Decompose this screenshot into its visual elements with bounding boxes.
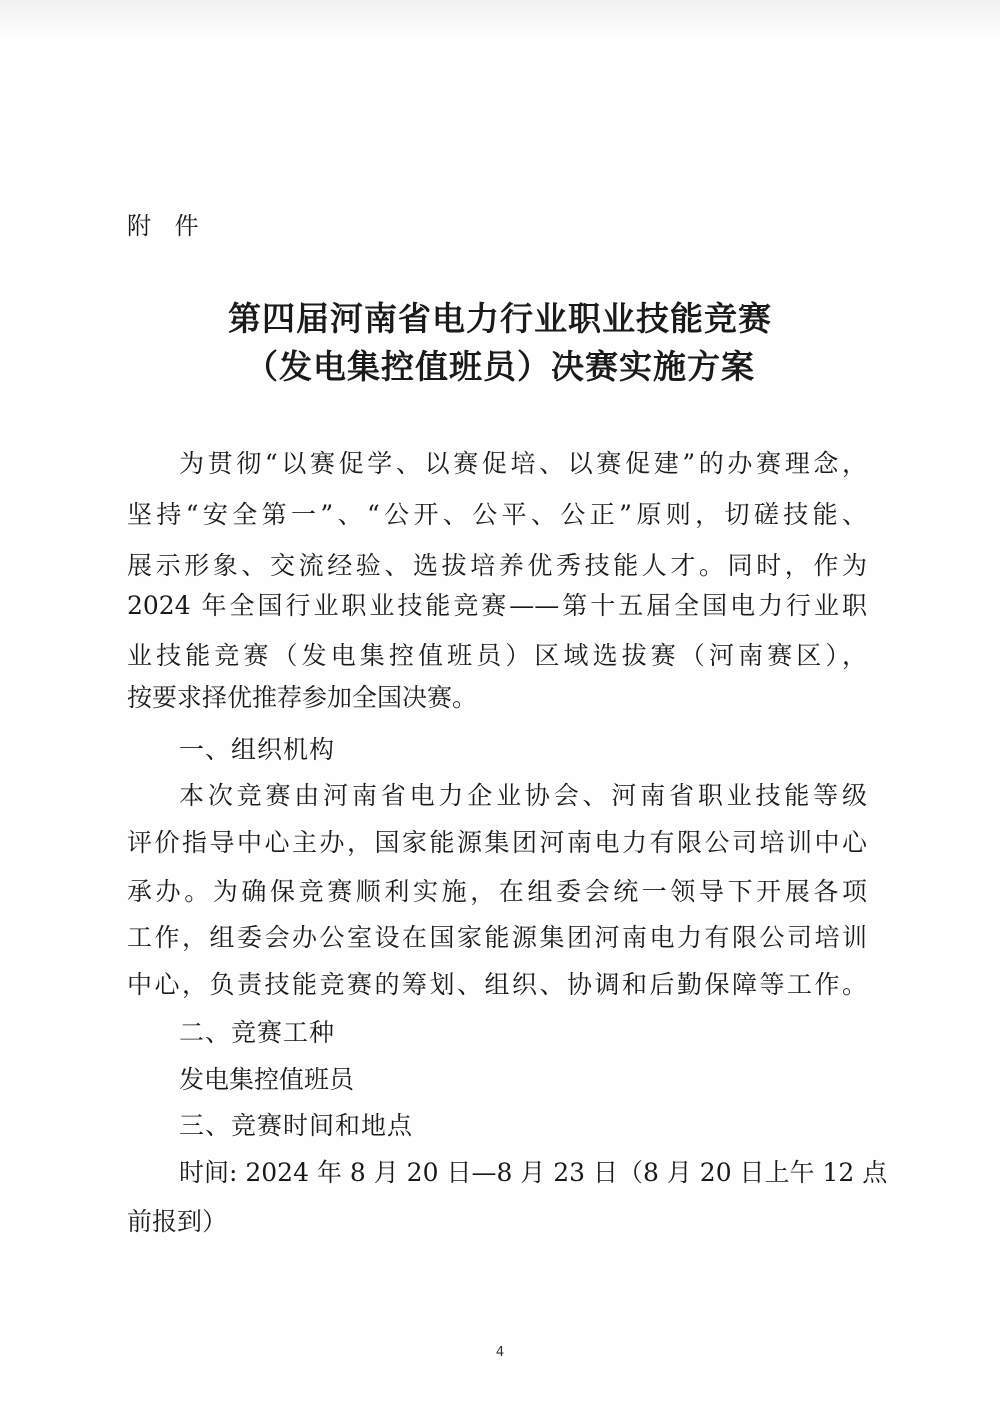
intro-line: 业技能竞赛（发电集控值班员）区域选拔赛（河南赛区）， [127,641,867,670]
section-heading-competition-type: 二、竞赛工种 [179,1018,336,1047]
section3-line: 前报到） [127,1207,228,1236]
intro-line: 坚持“安全第一”、“公开、公平、公正”原则，切磋技能、 [127,500,867,529]
intro-line: 2024 年全国行业职业技能竞赛——第十五届全国电力行业职 [127,591,867,620]
section1-line: 评价指导中心主办，国家能源集团河南电力有限公司培训中心 [127,828,867,857]
section-heading-organization: 一、组织机构 [179,735,336,764]
intro-line: 按要求择优推荐参加全国决赛。 [127,683,478,712]
attachment-label: 附 件 [127,212,207,240]
section1-line: 工作，组委会办公室设在国家能源集团河南电力有限公司培训 [127,923,867,952]
section1-line: 中心，负责技能竞赛的筹划、组织、协调和后勤保障等工作。 [127,970,867,999]
intro-line: 为贯彻“以赛促学、以赛促培、以赛促建”的办赛理念， [179,449,867,478]
section3-line: 时间: 2024 年 8 月 20 日—8 月 23 日（8 月 20 日上午 12 点 [179,1158,888,1187]
intro-line: 展示形象、交流经验、选拔培养优秀技能人才。同时，作为 [127,551,867,580]
competition-type-text: 发电集控值班员 [179,1065,355,1094]
document-title-line-1: 第四届河南省电力行业职业技能竞赛 [228,299,772,338]
document-title-line-2: （发电集控值班员）决赛实施方案 [245,347,755,386]
scan-shadow [0,0,1000,40]
section1-line: 本次竞赛由河南省电力企业协会、河南省职业技能等级 [179,781,867,810]
section-heading-time-location: 三、竞赛时间和地点 [179,1111,414,1140]
page-number: 4 [495,1345,505,1360]
section1-line: 承办。为确保竞赛顺利实施，在组委会统一领导下开展各项 [127,877,867,906]
